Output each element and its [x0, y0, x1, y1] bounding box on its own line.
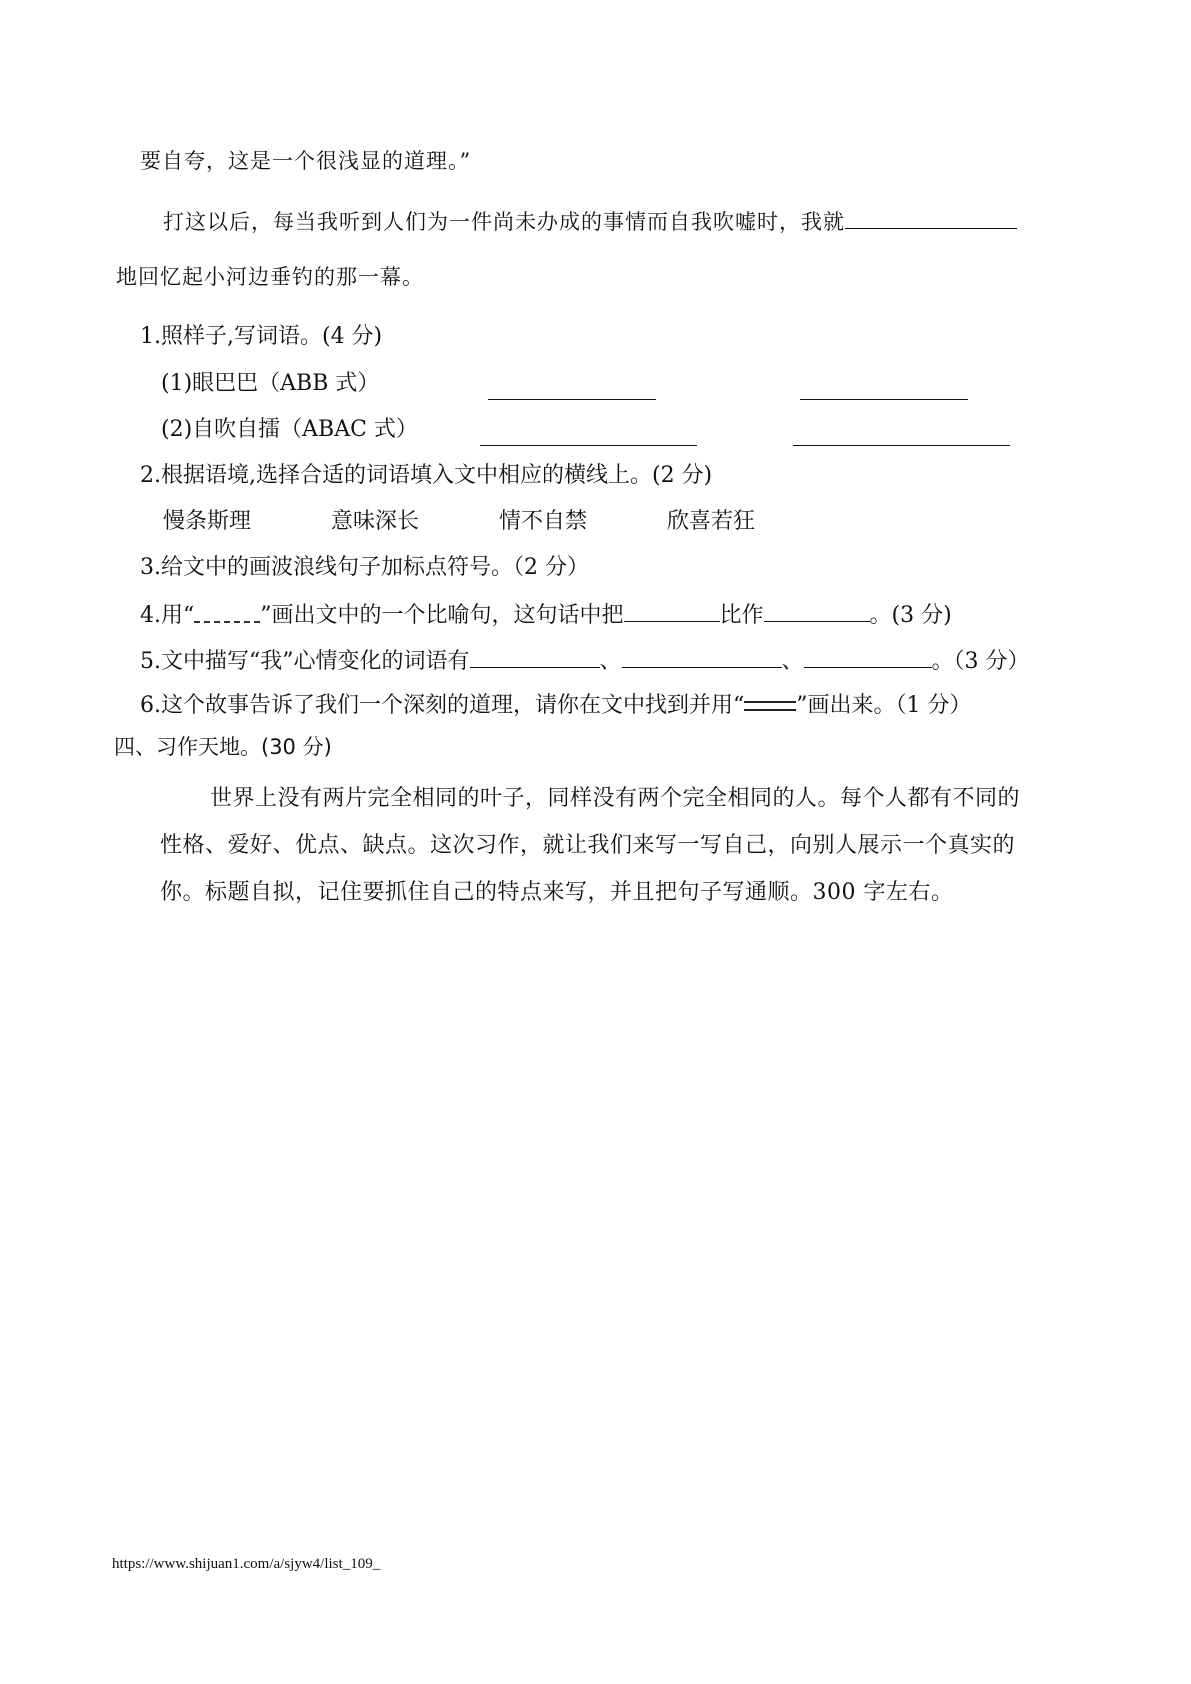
q5-score: 。（3 分） — [931, 649, 1030, 674]
q2-option-4: 欣喜若狂 — [667, 509, 756, 534]
q2-option-2: 意味深长 — [331, 509, 420, 534]
question-3: 3.给文中的画波浪线句子加标点符号。（2 分） — [140, 555, 589, 580]
q4-text-d: 。(3 分) — [869, 603, 952, 628]
passage-line-2-text: 打这以后，每当我听到人们为一件尚未办成的事情而自我吹嘘时，我就 — [163, 210, 845, 234]
essay-prompt-line-2: 性格、爱好、优点、缺点。这次习作，就让我们来写一写自己，向别人展示一个真实的 — [160, 833, 1016, 858]
q5-blank-2[interactable] — [622, 645, 782, 668]
q2-option-1: 慢条斯理 — [163, 509, 252, 534]
q5-text: 5.文中描写“我”心情变化的词语有 — [140, 649, 470, 674]
double-underline-sample — [744, 701, 796, 711]
question-4 — [140, 599, 952, 631]
footer-url: https://www.shijuan1.com/a/sjyw4/list_109_ — [112, 1556, 381, 1572]
q1a-blank-1[interactable] — [488, 377, 656, 400]
dashed-underline-sample — [194, 609, 260, 623]
q4-text-a: 4.用“ — [140, 603, 195, 628]
essay-prompt-line-3: 你。标题自拟，记住要抓住自己的特点来写，并且把句子写通顺。300 字左右。 — [160, 880, 954, 905]
question-5 — [140, 645, 1030, 677]
question-6 — [140, 691, 972, 721]
q5-blank-1[interactable] — [470, 645, 600, 668]
passage-line-2 — [163, 206, 1017, 237]
q6-text-a: 6.这个故事告诉了我们一个深刻的道理，请你在文中找到并用“ — [140, 693, 745, 718]
q5-blank-3[interactable] — [804, 645, 932, 668]
q4-blank-1[interactable] — [624, 599, 720, 622]
q4-text-b: ”画出文中的一个比喻句，这句话中把 — [260, 603, 624, 628]
q2-options — [163, 507, 835, 537]
q1b-blank-1[interactable] — [480, 423, 697, 446]
section-4-heading: 四、习作天地。(30 分) — [114, 735, 332, 759]
q4-text-c: 比作 — [719, 603, 764, 628]
q4-blank-2[interactable] — [764, 599, 870, 622]
passage-line-1: 要自夸，这是一个很浅显的道理。” — [140, 149, 472, 173]
question-1: 1.照样子,写词语。(4 分) — [140, 324, 383, 349]
question-1a: (1)眼巴巴（ABB 式） — [161, 371, 380, 396]
q5-sep-2: 、 — [781, 649, 804, 674]
q1a-blank-2[interactable] — [800, 377, 968, 400]
question-1b: (2)自吹自擂（ABAC 式） — [161, 417, 418, 442]
q1b-blank-2[interactable] — [793, 423, 1010, 446]
q6-text-b: ”画出来。（1 分） — [796, 693, 972, 718]
q5-sep-1: 、 — [599, 649, 622, 674]
passage-blank[interactable] — [845, 206, 1017, 229]
question-2: 2.根据语境,选择合适的词语填入文中相应的横线上。(2 分) — [140, 463, 713, 488]
q2-option-3: 情不自禁 — [499, 509, 588, 534]
passage-line-3: 地回忆起小河边垂钓的那一幕。 — [116, 265, 424, 289]
essay-prompt-line-1: 世界上没有两片完全相同的叶子，同样没有两个完全相同的人。每个人都有不同的 — [210, 786, 1021, 811]
